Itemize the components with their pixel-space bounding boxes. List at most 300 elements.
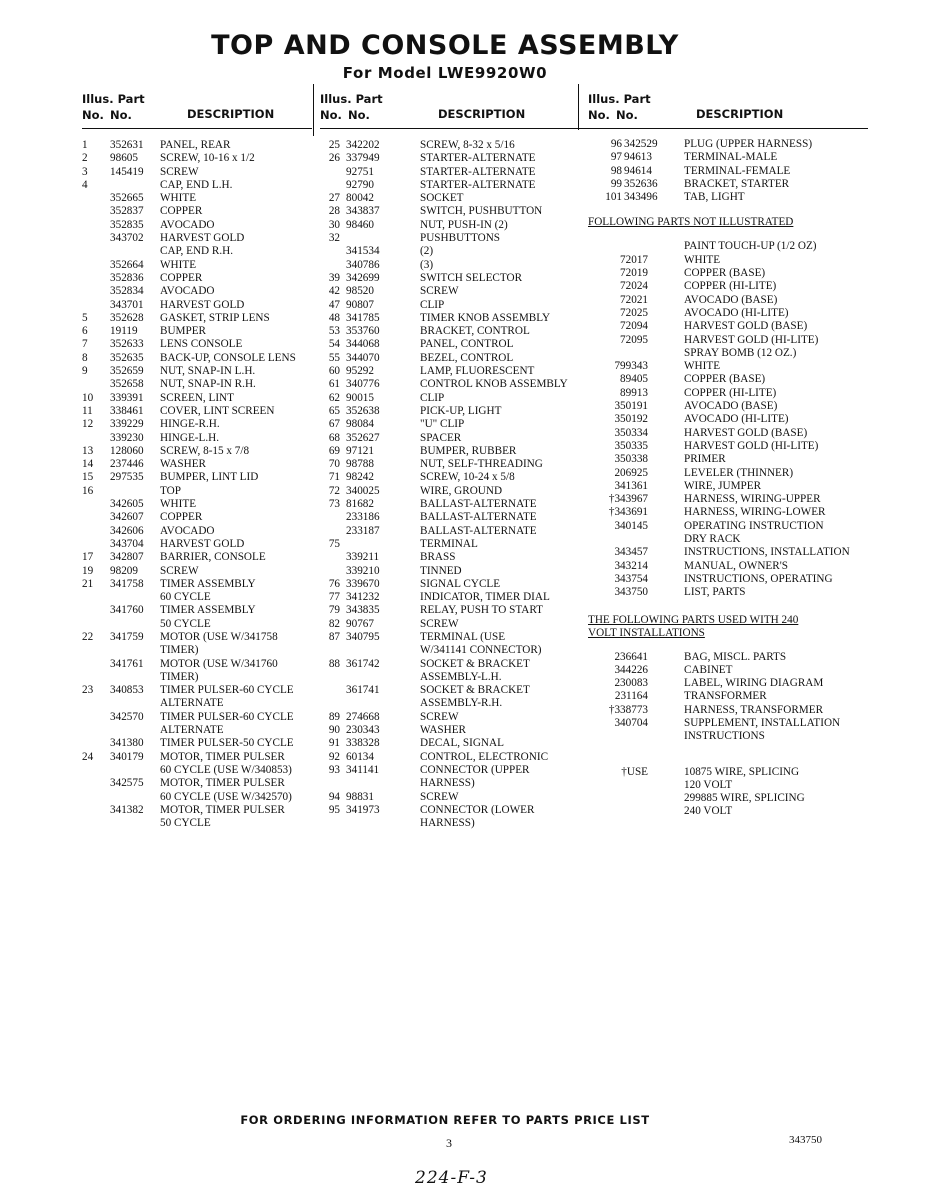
- part-row: [320, 724, 575, 737]
- part-description: BUMPER, RUBBER: [420, 444, 517, 457]
- part-row: [320, 285, 575, 298]
- part-number: 341232: [346, 591, 380, 604]
- part-description: HARNESS): [420, 817, 475, 830]
- part-number: 343702: [110, 232, 144, 245]
- part-description: NUT, SNAP-IN L.H.: [160, 365, 256, 378]
- part-row: [320, 312, 575, 325]
- illus-number: 1: [82, 139, 88, 151]
- part-row: [320, 272, 575, 285]
- part-number: 337949: [346, 152, 380, 165]
- part-description: SOCKET: [420, 192, 464, 205]
- part-number: 98242: [346, 471, 374, 484]
- part-number: 341760: [110, 604, 144, 617]
- part-number: 342570: [110, 710, 144, 723]
- illus-number: 94: [328, 790, 340, 803]
- part-row: [588, 191, 868, 204]
- part-number: 230343: [346, 724, 380, 737]
- part-number: 342605: [110, 498, 144, 511]
- part-description: TIMER PULSER-60 CYCLE: [160, 710, 294, 723]
- part-number: 344068: [346, 338, 380, 351]
- header-part-no: No.: [616, 108, 638, 122]
- part-row: [588, 151, 868, 164]
- header-illus-no: No.: [588, 108, 610, 122]
- part-description: OPERATING INSTRUCTION: [684, 519, 824, 532]
- part-number: 342607: [110, 511, 144, 524]
- part-number: 352628: [110, 311, 144, 324]
- part-row: [588, 138, 868, 151]
- part-description: TOP: [160, 484, 181, 497]
- part-description: AVOCADO: [160, 218, 215, 231]
- illus-number: 10: [82, 391, 94, 404]
- part-row: [82, 697, 312, 710]
- part-row: [82, 378, 312, 391]
- part-description: TIMER ASSEMBLY: [160, 604, 256, 617]
- part-number: 343496: [624, 191, 658, 204]
- part-row: [588, 347, 868, 360]
- part-row: [82, 751, 312, 764]
- part-number: 340025: [346, 484, 380, 497]
- part-row: [588, 307, 868, 320]
- part-row: [320, 179, 575, 192]
- part-row: [588, 240, 868, 253]
- part-row: [588, 533, 868, 546]
- illus-number: 13: [82, 444, 94, 457]
- illus-number: 91: [328, 737, 340, 750]
- part-number: 352638: [346, 404, 380, 417]
- part-number: 352658: [110, 378, 144, 391]
- part-row: [588, 453, 868, 466]
- illus-number: 16: [82, 484, 94, 497]
- part-description: GASKET, STRIP LENS: [160, 311, 270, 324]
- part-number: 343835: [346, 604, 380, 617]
- part-row: [82, 817, 312, 830]
- model-subtitle: For Model LWE9920W0: [342, 64, 548, 82]
- part-number: 342529: [624, 138, 658, 150]
- illus-number: 23: [82, 684, 94, 697]
- part-description: BUMPER: [160, 325, 207, 338]
- part-number: 339391: [110, 391, 144, 404]
- part-description: 10875 WIRE, SPLICING: [684, 765, 800, 778]
- part-row: [82, 272, 312, 285]
- part-description: AVOCADO (HI-LITE): [684, 306, 789, 319]
- part-row: [588, 586, 868, 599]
- part-description: DECAL, SIGNAL: [420, 737, 504, 750]
- part-row: [320, 604, 575, 617]
- illus-number: 3: [82, 165, 88, 178]
- illus-number: 65: [328, 404, 340, 417]
- illus-number: 14: [82, 458, 94, 471]
- part-row: [320, 259, 575, 272]
- part-number: 342606: [110, 524, 144, 537]
- part-row: [82, 644, 312, 657]
- header-description: DESCRIPTION: [696, 107, 784, 121]
- parts-column-1: [82, 90, 312, 830]
- part-description: SPACER: [420, 431, 462, 444]
- part-description: TRANSFORMER: [684, 690, 767, 703]
- part-number: 342202: [346, 139, 380, 151]
- part-description: CLIP: [420, 298, 445, 311]
- illus-number: 68: [328, 431, 340, 444]
- part-number: 339229: [110, 418, 144, 431]
- part-description: COPPER (BASE): [684, 373, 766, 386]
- part-description: SOCKET & BRACKET: [420, 657, 530, 670]
- illus-number: 32: [328, 232, 340, 245]
- part-description: TIMER PULSER-50 CYCLE: [160, 737, 294, 750]
- part-description: MOTOR, TIMER PULSER: [160, 750, 285, 763]
- part-description: MOTOR (USE W/341760: [160, 657, 278, 670]
- part-description: DRY RACK: [684, 533, 741, 546]
- part-row: [320, 245, 575, 258]
- section-heading-not-illustrated: FOLLOWING PARTS NOT ILLUSTRATED: [588, 216, 794, 229]
- part-row: [588, 254, 868, 267]
- part-description: PICK-UP, LIGHT: [420, 404, 502, 417]
- part-row: [320, 232, 575, 245]
- part-number: 60134: [346, 750, 374, 763]
- part-number: 343704: [110, 537, 144, 550]
- part-number: 343214: [614, 559, 648, 572]
- part-row: [588, 467, 868, 480]
- part-row: [320, 658, 575, 671]
- part-description: SIGNAL CYCLE: [420, 577, 501, 590]
- illus-number: 98: [610, 164, 622, 177]
- part-number: 341361: [614, 479, 648, 492]
- part-row: [320, 166, 575, 179]
- illus-number: 21: [82, 577, 94, 590]
- part-number: 344070: [346, 351, 380, 364]
- part-description: HARVEST GOLD (HI-LITE): [684, 333, 819, 346]
- part-row: [82, 791, 312, 804]
- parts-list: [82, 139, 312, 830]
- part-row: [82, 166, 312, 179]
- page-number: 3: [446, 1136, 452, 1150]
- part-description: TERMINAL: [420, 537, 478, 550]
- part-number: 128060: [110, 444, 144, 457]
- part-row: [320, 711, 575, 724]
- illus-number: 88: [328, 657, 340, 670]
- part-row: [320, 644, 575, 657]
- header-illus-no: No.: [320, 108, 342, 122]
- part-number: 80042: [346, 192, 374, 205]
- part-row: [320, 405, 575, 418]
- part-description: AVOCADO (HI-LITE): [684, 413, 789, 426]
- part-row: [588, 178, 868, 191]
- part-row: [82, 392, 312, 405]
- part-row: [320, 219, 575, 232]
- illus-number: 26: [328, 152, 340, 165]
- part-row: [588, 400, 868, 413]
- part-description: HARVEST GOLD: [160, 537, 245, 550]
- illus-number: 12: [82, 418, 94, 431]
- part-number: 344226: [614, 663, 648, 676]
- part-description: TINNED: [420, 564, 462, 577]
- part-number: 89405: [620, 373, 648, 386]
- part-row: [82, 338, 312, 351]
- illus-number: 71: [328, 471, 340, 484]
- part-number: 352635: [110, 351, 144, 364]
- part-description: LENS CONSOLE: [160, 338, 243, 351]
- part-description: WIRE, JUMPER: [684, 479, 762, 492]
- part-description: BUMPER, LINT LID: [160, 471, 259, 484]
- part-row: [82, 245, 312, 258]
- part-description: TIMER ASSEMBLY: [160, 577, 256, 590]
- part-number: 343837: [346, 205, 380, 218]
- part-row: [320, 418, 575, 431]
- part-description: WIRE, GROUND: [420, 484, 503, 497]
- illus-number: 19: [82, 564, 94, 577]
- part-number: 340776: [346, 378, 380, 391]
- illus-number: 90: [328, 724, 340, 737]
- part-description: HARVEST GOLD: [160, 298, 245, 311]
- part-row: [82, 684, 312, 697]
- illus-number: 53: [328, 325, 340, 338]
- part-description: HARNESS, WIRING-UPPER: [684, 493, 821, 506]
- part-number: 341141: [346, 763, 380, 776]
- part-number: 206925: [614, 466, 648, 479]
- part-row: [320, 192, 575, 205]
- part-number: 343457: [614, 546, 648, 559]
- part-row: [588, 294, 868, 307]
- part-number: 297535: [110, 471, 144, 484]
- part-number: 352664: [110, 258, 144, 271]
- part-number: 95292: [346, 365, 374, 378]
- part-row: [82, 498, 312, 511]
- part-description: AVOCADO: [160, 524, 215, 537]
- part-row: [320, 751, 575, 764]
- illus-number: 8: [82, 351, 88, 364]
- part-row: [82, 152, 312, 165]
- part-description: TIMER KNOB ASSEMBLY: [420, 311, 551, 324]
- part-row: [588, 704, 868, 717]
- part-number: 72095: [620, 333, 648, 346]
- part-row: [588, 664, 868, 677]
- part-row: [320, 764, 575, 777]
- illus-number: 99: [610, 177, 622, 190]
- part-row: [588, 506, 868, 519]
- illus-number: 6: [82, 325, 88, 338]
- part-row: [320, 684, 575, 697]
- illus-number: 96: [610, 138, 622, 150]
- part-row: [588, 165, 868, 178]
- part-row: [320, 392, 575, 405]
- part-number: 343754: [614, 572, 648, 585]
- part-row: [320, 618, 575, 631]
- part-number: 342575: [110, 777, 144, 790]
- part-description: 120 VOLT: [684, 778, 733, 791]
- part-description: SCREW: [160, 564, 199, 577]
- parts-list-not-illustrated: [588, 240, 868, 599]
- part-row: [82, 511, 312, 524]
- illus-number: 2: [82, 152, 88, 165]
- illus-number: 7: [82, 338, 88, 351]
- parts-list: [588, 138, 868, 204]
- part-description: BAG, MISCL. PARTS: [684, 650, 787, 663]
- part-description: TERMINAL (USE: [420, 630, 506, 643]
- part-description: INSTRUCTIONS, OPERATING: [684, 572, 833, 585]
- part-number: 89913: [620, 386, 648, 399]
- illus-number: 92: [328, 750, 340, 763]
- illus-number: 48: [328, 311, 340, 324]
- part-number: 352659: [110, 365, 144, 378]
- part-description: SCREW, 8-32 x 5/16: [420, 139, 515, 151]
- part-number: 72025: [620, 306, 648, 319]
- part-description: SCREW, 10-24 x 5/8: [420, 471, 515, 484]
- part-number: 343750: [614, 586, 648, 599]
- part-row: [82, 565, 312, 578]
- part-number: 340179: [110, 750, 144, 763]
- part-number: 350334: [614, 426, 648, 439]
- illus-number: 22: [82, 630, 94, 643]
- parts-list: [320, 139, 575, 830]
- part-row: [320, 485, 575, 498]
- part-number: 98788: [346, 458, 374, 471]
- part-description: BRASS: [420, 551, 456, 564]
- part-row: [82, 804, 312, 817]
- part-row: [588, 573, 868, 586]
- part-row: [320, 139, 575, 152]
- part-row: [320, 378, 575, 391]
- part-description: MOTOR, TIMER PULSER: [160, 777, 285, 790]
- illus-number: 39: [328, 271, 340, 284]
- part-description: CONNECTOR (UPPER: [420, 763, 530, 776]
- part-row: [588, 373, 868, 386]
- part-row: [82, 365, 312, 378]
- part-description: CLIP: [420, 391, 445, 404]
- part-description: PLUG (UPPER HARNESS): [684, 138, 813, 150]
- part-description: MOTOR (USE W/341758: [160, 630, 278, 643]
- part-description: COVER, LINT SCREEN: [160, 404, 275, 417]
- part-row: [588, 805, 868, 818]
- part-description: LIST, PARTS: [684, 586, 746, 599]
- part-description: NUT, SNAP-IN R.H.: [160, 378, 256, 391]
- part-description: HARVEST GOLD (HI-LITE): [684, 439, 819, 452]
- part-description: HARNESS): [420, 777, 475, 790]
- part-row: [82, 418, 312, 431]
- part-number: 352837: [110, 205, 144, 218]
- part-description: 60 CYCLE (USE W/340853): [160, 763, 292, 776]
- part-description: TERMINAL-FEMALE: [684, 164, 791, 177]
- part-description: W/341141 CONNECTOR): [420, 644, 542, 657]
- part-description: BRACKET, STARTER: [684, 177, 790, 190]
- part-row: [82, 458, 312, 471]
- illus-number: 11: [82, 404, 93, 417]
- illus-number: 87: [328, 630, 340, 643]
- part-description: CAP, END R.H.: [160, 245, 234, 258]
- part-row: [82, 737, 312, 750]
- illus-number: 62: [328, 391, 340, 404]
- part-description: STARTER-ALTERNATE: [420, 178, 536, 191]
- part-row: [320, 338, 575, 351]
- part-number: 341380: [110, 737, 144, 750]
- part-number: 98460: [346, 218, 374, 231]
- illus-number: 77: [328, 591, 340, 604]
- part-number: 340704: [614, 716, 648, 729]
- part-number: 81682: [346, 498, 374, 511]
- part-description: NUT, PUSH-IN (2): [420, 218, 508, 231]
- illus-number: 47: [328, 298, 340, 311]
- part-row: [588, 766, 868, 779]
- part-description: COPPER: [160, 511, 203, 524]
- part-number: 341785: [346, 311, 380, 324]
- header-illus-part: Illus. Part: [320, 92, 383, 106]
- header-illus-part: Illus. Part: [588, 92, 651, 106]
- part-number: 339670: [346, 577, 380, 590]
- part-description: COPPER (HI-LITE): [684, 386, 777, 399]
- part-description: BALLAST-ALTERNATE: [420, 524, 537, 537]
- part-description: ASSEMBLY-L.H.: [420, 670, 502, 683]
- part-description: SUPPLEMENT, INSTALLATION: [684, 716, 841, 729]
- illus-number: 101: [605, 191, 622, 204]
- part-number: 352627: [346, 431, 380, 444]
- part-number: 350191: [614, 400, 648, 413]
- part-row: [588, 546, 868, 559]
- part-row: [82, 205, 312, 218]
- document-number: 343750: [789, 1134, 822, 1146]
- illus-number: 72: [328, 484, 340, 497]
- header-part-no: No.: [348, 108, 370, 122]
- part-row: [320, 325, 575, 338]
- part-description: BARRIER, CONSOLE: [160, 551, 266, 564]
- illus-number: 76: [328, 577, 340, 590]
- column-header: [82, 90, 312, 129]
- part-description: HARVEST GOLD (BASE): [684, 426, 808, 439]
- part-row: [320, 817, 575, 830]
- part-description: TIMER): [160, 670, 199, 683]
- part-description: PANEL, CONTROL: [420, 338, 514, 351]
- part-number: 352633: [110, 338, 144, 351]
- part-description: COPPER (BASE): [684, 267, 766, 280]
- part-number: 343701: [110, 298, 144, 311]
- part-number: 72019: [620, 267, 648, 280]
- part-number: 98209: [110, 564, 138, 577]
- part-row: [588, 717, 868, 730]
- part-description: SCREW: [420, 617, 459, 630]
- part-row: [82, 232, 312, 245]
- part-number: 341761: [110, 657, 144, 670]
- part-description: BRACKET, CONTROL: [420, 325, 530, 338]
- part-row: [82, 658, 312, 671]
- part-row: [588, 387, 868, 400]
- part-number: 339210: [346, 564, 380, 577]
- part-row: [82, 525, 312, 538]
- part-row: [320, 777, 575, 790]
- parts-list-240-volt: [588, 651, 868, 744]
- part-number: 94614: [624, 164, 652, 177]
- part-number: 341759: [110, 630, 144, 643]
- part-row: [82, 777, 312, 790]
- part-description: INSTRUCTIONS, INSTALLATION: [684, 546, 850, 559]
- part-number: 72017: [620, 253, 648, 266]
- part-number: 231164: [614, 690, 648, 703]
- handwritten-note: 224-F-3: [415, 1168, 488, 1188]
- section-heading-240-volt: THE FOLLOWING PARTS USED WITH 240 VOLT INSTALLATIONS: [588, 613, 799, 639]
- part-row: [320, 631, 575, 644]
- part-description: SCREW: [420, 790, 459, 803]
- part-description: MANUAL, OWNER'S: [684, 559, 788, 572]
- part-number: 340795: [346, 630, 380, 643]
- part-description: AVOCADO: [160, 285, 215, 298]
- header-description: DESCRIPTION: [438, 107, 526, 121]
- part-number: 341382: [110, 803, 144, 816]
- part-description: CONNECTOR (LOWER: [420, 803, 535, 816]
- part-row: [320, 445, 575, 458]
- parts-list-footnote: [588, 766, 868, 819]
- illus-number: 17: [82, 551, 94, 564]
- part-row: [82, 711, 312, 724]
- part-row: [320, 551, 575, 564]
- part-row: [82, 299, 312, 312]
- part-description: TAB, LIGHT: [684, 191, 745, 204]
- part-row: [320, 591, 575, 604]
